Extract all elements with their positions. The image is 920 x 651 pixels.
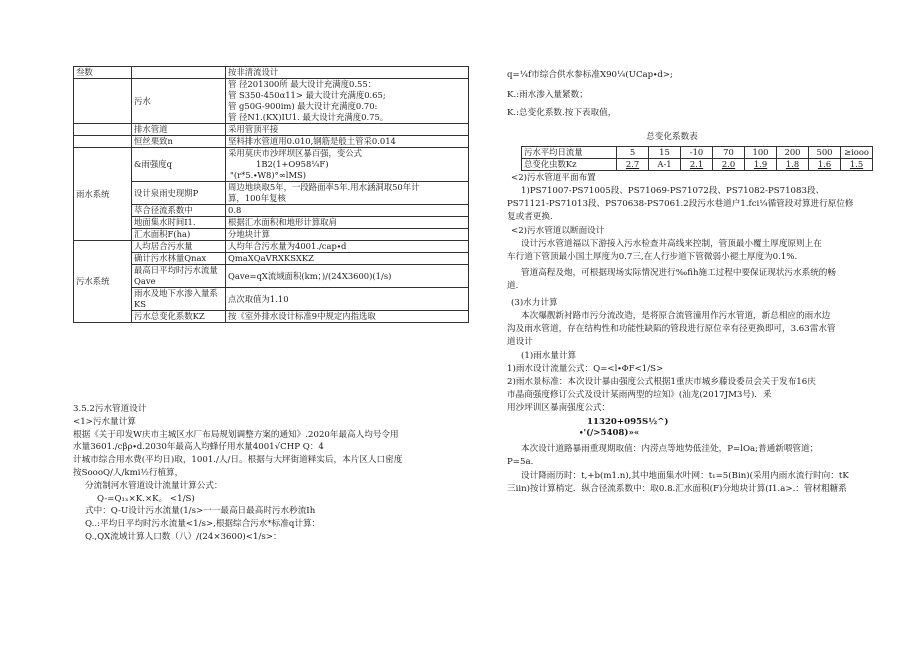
table-cell: 汇水面积F(ha) [132, 229, 226, 241]
paragraph-line: 沟及雨水管道，存在结构性和功能性缺陷的管段进行原位幸有径更换即可，3.63雷水管 [507, 324, 836, 334]
table-cell: 采用管顶平接 [226, 124, 469, 136]
formula-line: Q-=Q₁ₓ×K.×K。 <1/S) [97, 493, 195, 504]
table-cell: 2.0 [713, 159, 745, 171]
table-header-cell: 总变化虫数Kz [522, 159, 617, 171]
table-group-cell: 雨水系统 [74, 148, 132, 241]
paragraph-line: 道. [507, 281, 519, 291]
table-cell: 污水 [132, 79, 226, 124]
table-row [74, 205, 469, 217]
paragraph-line: 本次爆靓新衬路市污分流改造，是将原合流管潼用作污水管道，新总相应的雨水边 [521, 311, 831, 321]
paragraph-line: 1)PS71007-PS71005段、PS71069-PS71072段、PS71082-PS71083段、 [521, 186, 825, 196]
paragraph-line: 三iin)按计算梢定．纵合径流系数中：取0.8.汇水面积(F)分地块计算(I1.a>.：管材粗糖系 [507, 484, 847, 494]
table-row [74, 148, 469, 182]
table-cell: 管 径201300所 最大设计充满度0.55： 管 S350-450α11> 最大设计充满度0.65; 管 g50G-900im) 最大设计充满度0.70: 管 径N1.(KX)IU1. 最大设计充满度0.75。 [226, 79, 469, 124]
table-cell: 70 [713, 147, 745, 159]
table-row [522, 159, 873, 171]
table-cell: 污水总变化系数KZ [132, 311, 226, 323]
parameter-table [73, 66, 469, 323]
coef-table-title: 总变化系数表 [646, 132, 698, 142]
paragraph-line: Q..:平均日平均时污水流量<1∕s>,根据综合污水*标准q计算： [85, 519, 321, 530]
table-cell: 点次取值为1.10 [226, 288, 469, 311]
table-row [74, 311, 469, 323]
table-cell: 最高日平均时污水流量Qave [132, 265, 226, 288]
paragraph-line: 式中：Q-U设计污水流量(1/s>一一最高日最高时污水秒流Ih [85, 506, 316, 517]
table-cell: 设计泉雨史现期P [132, 182, 226, 205]
paragraph-line: 1)雨水设计流量公式：Q=<l∙ΦF<1∕S> [507, 364, 664, 374]
table-cell: 地面集水时间I1. [132, 217, 226, 229]
formula-line: 11320+095S½^) [587, 417, 669, 427]
table-cell: Qave=qX流域面积(km；)/(24X3600)(1/s) [226, 265, 469, 288]
table-row [74, 182, 469, 205]
subsection-heading: <2)污水管道以断面设计 [511, 226, 605, 236]
paragraph-line: 设计污水管道福以下游接入污水检查井高线来控制，管顶最小覆土厚度原则上在 [521, 239, 822, 249]
table-cell: 按非清流设计 [226, 67, 469, 79]
table-cell: 坚料排水管道用0.010,钢筋是般土管采0.014 [226, 136, 469, 148]
table-row [74, 136, 469, 148]
paragraph-line: 复或者更换. [507, 212, 553, 222]
table-cell [74, 79, 132, 124]
table-row [74, 124, 469, 136]
table-cell: 恒丝栗致n [132, 136, 226, 148]
table-cell: -10 [681, 147, 713, 159]
table-row [74, 229, 469, 241]
table-cell: 确计污水林量Qnax [132, 253, 226, 265]
subsection-heading: (3)水力计算 [511, 298, 558, 308]
table-cell [74, 136, 132, 148]
table-cell: 0.8 [226, 205, 469, 217]
subsection-heading: <2)污水管道平面布置 [511, 173, 596, 183]
parameter-table-block [73, 66, 468, 323]
table-row [74, 265, 469, 288]
paragraph-line: q=¼f市综合供水参标准X90¼(UCap∙d>; [507, 70, 673, 80]
paragraph-line: 市晶商强度修订公式及设计某雨两型的垃知》(汕龙(2017JM3号)．釆 [507, 390, 772, 400]
paragraph-line: 分流制河水管道设计流量计算公式： [85, 480, 223, 491]
coefficient-table [521, 146, 873, 171]
table-row [74, 67, 469, 79]
table-cell: 采用莫庆市沙坪坝区暴百强，变公式 1B2(1+O958¼F) "(r*5.∙W8)°∞lMS) [226, 148, 469, 182]
formula-line: ∙'(/>5408)»« [579, 428, 640, 438]
paragraph-line: 设计降雨历时：t,+b(m1.n),其中地面集水叶网：t₁=5(Bin)(采用内雨水流行时向：tK [521, 471, 849, 481]
table-cell: 1.6 [809, 159, 841, 171]
paragraph-line: K.:总变化系数.按下表取值， [507, 108, 617, 118]
table-cell [132, 67, 226, 79]
table-row [74, 253, 469, 265]
table-cell: 周边地块取5年，一段路面率5年.用水涵洞取50年计 算，100年复核 [226, 182, 469, 205]
subsection-heading: (1)雨水量计算 [521, 351, 577, 361]
table-cell [74, 124, 132, 136]
table-cell: 萃合径流系数中 [132, 205, 226, 217]
table-cell: 人均年合污水量为4001./cap∙d [226, 241, 469, 253]
paragraph-line: K.:雨水渗入量紧数； [507, 90, 588, 100]
table-row [74, 79, 469, 124]
table-cell: A-1 [649, 159, 681, 171]
table-cell: 按《室外排水设计标准9中规定内指选取 [226, 311, 469, 323]
table-cell: 15 [649, 147, 681, 159]
table-cell: 200 [777, 147, 809, 159]
left-text-block [73, 404, 473, 545]
table-cell: 1.5 [841, 159, 873, 171]
table-cell: 100 [745, 147, 777, 159]
table-cell: 5 [617, 147, 649, 159]
table-row [74, 217, 469, 229]
table-cell: 排水管道 [132, 124, 226, 136]
paragraph-line: PS71121-PS71013段、PS70638-PS7061.2段污水巷道户1.fci¼循管段对算进行原位修 [507, 199, 854, 209]
table-cell: 500 [809, 147, 841, 159]
paragraph-line: 计城市综合用水费(平均日)取，1001./人/日。根据与大坪街道释实后，本片区人口密度 [73, 455, 403, 466]
table-cell: 2.1 [681, 159, 713, 171]
table-cell: 雨水及地下水渗入量系KS [132, 288, 226, 311]
table-header-cell: 叁数 [74, 67, 132, 79]
table-cell: QmaXQaVRXKSXKZ [226, 253, 469, 265]
table-cell: 分地块计算 [226, 229, 469, 241]
table-cell: 2.7 [617, 159, 649, 171]
right-text-block [507, 70, 877, 497]
paragraph-line: 根据《关于印发W庆市主城区水厂布局规划调整方案的通知》.2020年最高人均号令用 [73, 429, 399, 440]
table-cell: ≥iooo [841, 147, 873, 159]
section-heading: 3.5.2污水管道设计 [73, 404, 147, 414]
paragraph-line: 按SoooQ∕人/kmi½行植算， [73, 467, 184, 478]
paragraph-line: 用沙坪训区暴南强度公式： [507, 403, 611, 413]
paragraph-line: 水量3601./cβρ∙d.2030年最高人均蜂仔用水量4001√CHP Q：4 [73, 442, 324, 453]
paragraph-line: 2)雨水景标准：本次设计暴由强度公式根据1重庆市城乡藤设委员会关于发布16庆 [507, 377, 816, 387]
subsection-heading: <1>污水量计算 [73, 416, 136, 427]
table-row [74, 241, 469, 253]
table-row [74, 288, 469, 311]
paragraph-line: 管道高程及炮，可根据现场实际情况进行‰fih施工过程中要保证现状污水系统的畅 [521, 268, 836, 278]
paragraph-line: 车行道下管顶最小国土厚度为0.7三,在人行步道下管微弱小褪土厚度为0.1%. [507, 252, 798, 262]
paragraph-line: 本次设计道路暴雨重现期取值：内涝点等地势低洼处，P=lOa;普通新喂管道； [521, 444, 819, 454]
table-cell: 人均居合污水量 [132, 241, 226, 253]
paragraph-line: P=5a. [507, 457, 534, 467]
table-cell: 根据汇水面积和地形计算取肩 [226, 217, 469, 229]
table-cell: 1.9 [745, 159, 777, 171]
table-row [522, 147, 873, 159]
table-cell: &雨强度q [132, 148, 226, 182]
table-cell: 1.8 [777, 159, 809, 171]
paragraph-line: 道设计 [507, 337, 533, 347]
formula-line: Q.,QX流域计算人口数（八）/(24×3600)<1∕s>： [85, 531, 282, 542]
table-header-cell: 污水平均日流量 [522, 147, 617, 159]
table-group-cell: 污水系统 [74, 241, 132, 323]
